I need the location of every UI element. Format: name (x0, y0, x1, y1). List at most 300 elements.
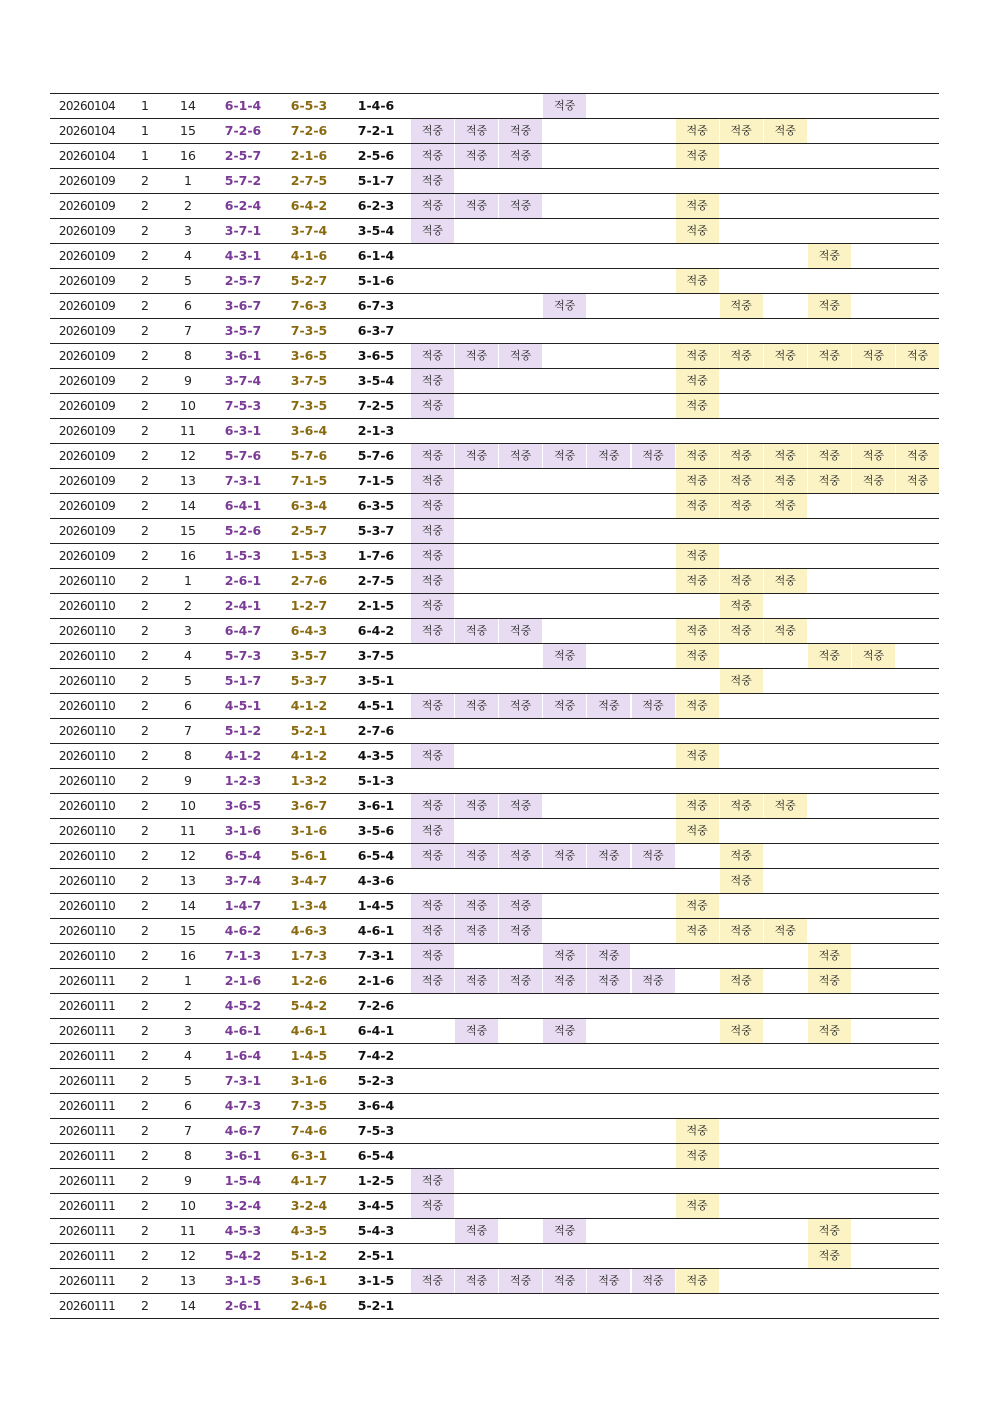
game-cell: 8 (184, 1148, 192, 1163)
hit-badge: 적중 (543, 694, 586, 718)
hit-badge: 적중 (499, 894, 542, 918)
date-cell: 20260111 (58, 1099, 116, 1113)
date-cell: 20260110 (58, 899, 116, 913)
game-cell: 9 (184, 1173, 192, 1188)
hit-badge: 적중 (720, 119, 763, 143)
hit-badge: 적중 (808, 644, 851, 668)
hit-badge: 적중 (411, 794, 454, 818)
hit-badge: 적중 (411, 1194, 454, 1218)
round-cell: 2 (141, 573, 149, 588)
date-cell: 20260109 (58, 274, 116, 288)
pick1-cell: 2-6-1 (224, 573, 262, 588)
result-cell: 6-1-4 (357, 248, 395, 263)
hit-badge: 적중 (455, 144, 498, 168)
result-cell: 3-6-4 (357, 1098, 395, 1113)
hit-badge: 적중 (896, 444, 939, 468)
hit-badge: 적중 (764, 444, 807, 468)
hit-badge: 적중 (499, 444, 542, 468)
round-cell: 2 (141, 448, 149, 463)
pick1-cell: 3-7-4 (224, 373, 262, 388)
round-cell: 2 (141, 998, 149, 1013)
hit-badge: 적중 (411, 619, 454, 643)
pick2-cell: 7-3-5 (290, 1098, 328, 1113)
pick2-cell: 7-1-5 (290, 473, 328, 488)
hit-badge: 적중 (455, 1269, 498, 1293)
pick1-cell: 4-3-1 (224, 248, 262, 263)
result-cell: 6-5-4 (357, 1148, 395, 1163)
result-cell: 1-2-5 (357, 1173, 395, 1188)
pick2-cell: 4-1-7 (290, 1173, 328, 1188)
game-cell: 6 (184, 698, 192, 713)
game-cell: 8 (184, 748, 192, 763)
round-cell: 2 (141, 1173, 149, 1188)
hit-badge: 적중 (455, 119, 498, 143)
pick1-cell: 3-1-6 (224, 823, 262, 838)
table-row (50, 219, 939, 244)
pick2-cell: 1-3-2 (290, 773, 328, 788)
hit-badge: 적중 (455, 969, 498, 993)
pick2-cell: 3-5-7 (290, 648, 328, 663)
pick1-cell: 5-2-6 (224, 523, 262, 538)
hit-badge: 적중 (411, 444, 454, 468)
game-cell: 8 (184, 348, 192, 363)
round-cell: 2 (141, 1223, 149, 1238)
result-cell: 1-7-6 (357, 548, 395, 563)
hit-badge: 적중 (587, 694, 630, 718)
hit-badge: 적중 (808, 294, 851, 318)
round-cell: 2 (141, 198, 149, 213)
results-table (50, 93, 939, 1319)
pick1-cell: 7-5-3 (224, 398, 262, 413)
round-cell: 2 (141, 298, 149, 313)
date-cell: 20260111 (58, 1299, 116, 1313)
game-cell: 11 (180, 423, 196, 438)
table-row (50, 369, 939, 394)
table-row (50, 619, 939, 644)
round-cell: 2 (141, 348, 149, 363)
round-cell: 2 (141, 798, 149, 813)
result-cell: 5-7-6 (357, 448, 395, 463)
hit-badge: 적중 (632, 844, 675, 868)
result-cell: 3-4-5 (357, 1198, 395, 1213)
round-cell: 2 (141, 1298, 149, 1313)
date-cell: 20260110 (58, 574, 116, 588)
date-cell: 20260109 (58, 424, 116, 438)
pick2-cell: 4-6-3 (290, 923, 328, 938)
table-row (50, 319, 939, 344)
hit-badge: 적중 (411, 369, 454, 393)
hit-badge: 적중 (632, 444, 675, 468)
game-cell: 9 (184, 773, 192, 788)
pick1-cell: 1-2-3 (224, 773, 262, 788)
date-cell: 20260111 (58, 974, 116, 988)
hit-badge: 적중 (720, 294, 763, 318)
result-cell: 7-5-3 (357, 1123, 395, 1138)
result-cell: 5-2-1 (357, 1298, 395, 1313)
table-row (50, 894, 939, 919)
date-cell: 20260104 (58, 149, 116, 163)
pick2-cell: 2-7-6 (290, 573, 328, 588)
hit-badge: 적중 (720, 619, 763, 643)
pick1-cell: 7-3-1 (224, 473, 262, 488)
game-cell: 6 (184, 298, 192, 313)
date-cell: 20260104 (58, 124, 116, 138)
hit-badge: 적중 (411, 744, 454, 768)
result-cell: 4-6-1 (357, 923, 395, 938)
pick2-cell: 5-6-1 (290, 848, 328, 863)
round-cell: 2 (141, 548, 149, 563)
result-cell: 6-5-4 (357, 848, 395, 863)
round-cell: 2 (141, 1123, 149, 1138)
date-cell: 20260109 (58, 499, 116, 513)
pick2-cell: 3-6-1 (290, 1273, 328, 1288)
game-cell: 9 (184, 373, 192, 388)
game-cell: 14 (180, 498, 196, 513)
date-cell: 20260109 (58, 224, 116, 238)
hit-badge: 적중 (543, 94, 586, 118)
game-cell: 11 (180, 1223, 196, 1238)
hit-badge: 적중 (411, 119, 454, 143)
pick1-cell: 6-5-4 (224, 848, 262, 863)
hit-badge: 적중 (411, 544, 454, 568)
hit-badge: 적중 (676, 694, 719, 718)
game-cell: 7 (184, 323, 192, 338)
result-cell: 3-1-5 (357, 1273, 395, 1288)
pick1-cell: 5-7-3 (224, 648, 262, 663)
hit-badge: 적중 (676, 619, 719, 643)
result-cell: 3-7-5 (357, 648, 395, 663)
hit-badge: 적중 (720, 669, 763, 693)
date-cell: 20260110 (58, 699, 116, 713)
hit-badge: 적중 (455, 1019, 498, 1043)
hit-badge: 적중 (852, 444, 895, 468)
hit-badge: 적중 (411, 594, 454, 618)
table-row (50, 394, 939, 419)
table-row (50, 469, 939, 494)
table-row (50, 1144, 939, 1169)
table-row (50, 244, 939, 269)
game-cell: 13 (180, 1273, 196, 1288)
hit-badge: 적중 (455, 894, 498, 918)
result-cell: 2-5-6 (357, 148, 395, 163)
hit-badge: 적중 (808, 1219, 851, 1243)
game-cell: 3 (184, 623, 192, 638)
result-cell: 1-4-5 (357, 898, 395, 913)
hit-badge: 적중 (632, 694, 675, 718)
game-cell: 3 (184, 1023, 192, 1038)
hit-badge: 적중 (632, 1269, 675, 1293)
pick2-cell: 7-2-6 (290, 123, 328, 138)
table-row (50, 994, 939, 1019)
hit-badge: 적중 (543, 444, 586, 468)
pick1-cell: 6-4-7 (224, 623, 262, 638)
game-cell: 7 (184, 723, 192, 738)
table-row (50, 1044, 939, 1069)
round-cell: 2 (141, 473, 149, 488)
hit-badge: 적중 (587, 944, 630, 968)
pick2-cell: 6-4-3 (290, 623, 328, 638)
table-row (50, 1019, 939, 1044)
round-cell: 2 (141, 373, 149, 388)
pick2-cell: 1-2-7 (290, 598, 328, 613)
round-cell: 2 (141, 923, 149, 938)
date-cell: 20260111 (58, 999, 116, 1013)
result-cell: 2-1-3 (357, 423, 395, 438)
table-row (50, 144, 939, 169)
hit-badge: 적중 (499, 694, 542, 718)
table-row (50, 1194, 939, 1219)
date-cell: 20260110 (58, 949, 116, 963)
pick1-cell: 1-5-3 (224, 548, 262, 563)
hit-badge: 적중 (676, 194, 719, 218)
round-cell: 2 (141, 698, 149, 713)
hit-badge: 적중 (411, 694, 454, 718)
pick1-cell: 4-7-3 (224, 1098, 262, 1113)
pick1-cell: 6-2-4 (224, 198, 262, 213)
pick1-cell: 3-7-1 (224, 223, 262, 238)
hit-badge: 적중 (587, 844, 630, 868)
date-cell: 20260111 (58, 1074, 116, 1088)
hit-badge: 적중 (808, 1019, 851, 1043)
pick1-cell: 3-1-5 (224, 1273, 262, 1288)
pick1-cell: 5-7-6 (224, 448, 262, 463)
pick2-cell: 3-6-7 (290, 798, 328, 813)
pick2-cell: 6-5-3 (290, 98, 328, 113)
result-cell: 6-7-3 (357, 298, 395, 313)
table-row (50, 344, 939, 369)
hit-badge: 적중 (676, 394, 719, 418)
hit-badge: 적중 (499, 194, 542, 218)
round-cell: 2 (141, 1073, 149, 1088)
round-cell: 2 (141, 773, 149, 788)
table-row (50, 93, 939, 119)
table-row (50, 744, 939, 769)
hit-badge: 적중 (411, 919, 454, 943)
hit-badge: 적중 (411, 1269, 454, 1293)
result-cell: 6-4-2 (357, 623, 395, 638)
round-cell: 2 (141, 973, 149, 988)
hit-badge: 적중 (455, 344, 498, 368)
pick2-cell: 3-1-6 (290, 1073, 328, 1088)
hit-badge: 적중 (499, 344, 542, 368)
hit-badge: 적중 (543, 844, 586, 868)
result-cell: 5-2-3 (357, 1073, 395, 1088)
pick2-cell: 7-3-5 (290, 323, 328, 338)
pick1-cell: 1-4-7 (224, 898, 262, 913)
hit-badge: 적중 (411, 519, 454, 543)
hit-badge: 적중 (808, 244, 851, 268)
date-cell: 20260110 (58, 599, 116, 613)
round-cell: 2 (141, 673, 149, 688)
hit-badge: 적중 (411, 894, 454, 918)
table-row (50, 119, 939, 144)
date-cell: 20260109 (58, 399, 116, 413)
hit-badge: 적중 (411, 494, 454, 518)
hit-badge: 적중 (411, 469, 454, 493)
result-cell: 3-6-1 (357, 798, 395, 813)
result-cell: 5-4-3 (357, 1223, 395, 1238)
date-cell: 20260110 (58, 674, 116, 688)
pick2-cell: 6-3-1 (290, 1148, 328, 1163)
result-cell: 3-5-6 (357, 823, 395, 838)
game-cell: 2 (184, 198, 192, 213)
pick2-cell: 6-3-4 (290, 498, 328, 513)
game-cell: 1 (184, 973, 192, 988)
table-row (50, 169, 939, 194)
hit-badge: 적중 (499, 844, 542, 868)
game-cell: 16 (180, 948, 196, 963)
date-cell: 20260111 (58, 1224, 116, 1238)
hit-badge: 적중 (455, 694, 498, 718)
result-cell: 3-5-1 (357, 673, 395, 688)
pick2-cell: 4-1-2 (290, 748, 328, 763)
round-cell: 2 (141, 273, 149, 288)
pick2-cell: 1-3-4 (290, 898, 328, 913)
round-cell: 2 (141, 623, 149, 638)
round-cell: 2 (141, 898, 149, 913)
round-cell: 2 (141, 223, 149, 238)
game-cell: 4 (184, 648, 192, 663)
pick1-cell: 3-6-5 (224, 798, 262, 813)
hit-badge: 적중 (676, 344, 719, 368)
result-cell: 7-2-6 (357, 998, 395, 1013)
pick1-cell: 4-5-2 (224, 998, 262, 1013)
hit-badge: 적중 (455, 1219, 498, 1243)
result-cell: 2-5-1 (357, 1248, 395, 1263)
pick2-cell: 3-1-6 (290, 823, 328, 838)
game-cell: 13 (180, 873, 196, 888)
hit-badge: 적중 (676, 544, 719, 568)
hit-badge: 적중 (455, 619, 498, 643)
pick1-cell: 7-1-3 (224, 948, 262, 963)
pick1-cell: 5-1-2 (224, 723, 262, 738)
date-cell: 20260110 (58, 724, 116, 738)
pick1-cell: 3-6-1 (224, 1148, 262, 1163)
pick1-cell: 2-6-1 (224, 1298, 262, 1313)
hit-badge: 적중 (543, 1269, 586, 1293)
hit-badge: 적중 (676, 369, 719, 393)
hit-badge: 적중 (543, 294, 586, 318)
hit-badge: 적중 (543, 1219, 586, 1243)
round-cell: 1 (141, 148, 149, 163)
hit-badge: 적중 (676, 269, 719, 293)
date-cell: 20260111 (58, 1124, 116, 1138)
hit-badge: 적중 (720, 794, 763, 818)
hit-badge: 적중 (764, 919, 807, 943)
table-row (50, 794, 939, 819)
hit-badge: 적중 (720, 594, 763, 618)
hit-badge: 적중 (764, 119, 807, 143)
pick2-cell: 2-5-7 (290, 523, 328, 538)
hit-badge: 적중 (455, 794, 498, 818)
result-cell: 5-1-6 (357, 273, 395, 288)
hit-badge: 적중 (764, 569, 807, 593)
result-cell: 3-6-5 (357, 348, 395, 363)
hit-badge: 적중 (411, 969, 454, 993)
hit-badge: 적중 (411, 344, 454, 368)
table-row (50, 544, 939, 569)
result-cell: 7-2-5 (357, 398, 395, 413)
table-row (50, 569, 939, 594)
pick2-cell: 1-4-5 (290, 1048, 328, 1063)
hit-badge: 적중 (720, 569, 763, 593)
pick1-cell: 2-1-6 (224, 973, 262, 988)
hit-badge: 적중 (720, 1019, 763, 1043)
result-cell: 6-2-3 (357, 198, 395, 213)
pick1-cell: 7-3-1 (224, 1073, 262, 1088)
game-cell: 4 (184, 1048, 192, 1063)
hit-badge: 적중 (808, 444, 851, 468)
date-cell: 20260109 (58, 324, 116, 338)
date-cell: 20260110 (58, 774, 116, 788)
hit-badge: 적중 (543, 944, 586, 968)
result-cell: 2-7-5 (357, 573, 395, 588)
hit-badge: 적중 (455, 194, 498, 218)
hit-badge: 적중 (543, 644, 586, 668)
round-cell: 2 (141, 1023, 149, 1038)
game-cell: 12 (180, 448, 196, 463)
round-cell: 2 (141, 398, 149, 413)
hit-badge: 적중 (411, 219, 454, 243)
pick1-cell: 2-5-7 (224, 273, 262, 288)
hit-badge: 적중 (587, 444, 630, 468)
hit-badge: 적중 (676, 919, 719, 943)
hit-badge: 적중 (808, 344, 851, 368)
pick1-cell: 6-1-4 (224, 98, 262, 113)
hit-badge: 적중 (764, 344, 807, 368)
date-cell: 20260109 (58, 174, 116, 188)
round-cell: 2 (141, 173, 149, 188)
date-cell: 20260110 (58, 824, 116, 838)
pick2-cell: 4-3-5 (290, 1223, 328, 1238)
hit-badge: 적중 (411, 1169, 454, 1193)
date-cell: 20260109 (58, 474, 116, 488)
result-cell: 4-3-5 (357, 748, 395, 763)
round-cell: 2 (141, 423, 149, 438)
round-cell: 2 (141, 248, 149, 263)
round-cell: 2 (141, 748, 149, 763)
date-cell: 20260109 (58, 299, 116, 313)
hit-badge: 적중 (455, 919, 498, 943)
round-cell: 2 (141, 1098, 149, 1113)
table-row (50, 594, 939, 619)
result-cell: 5-1-3 (357, 773, 395, 788)
date-cell: 20260109 (58, 349, 116, 363)
hit-badge: 적중 (411, 194, 454, 218)
result-cell: 1-4-6 (357, 98, 395, 113)
pick2-cell: 2-7-5 (290, 173, 328, 188)
hit-badge: 적중 (764, 469, 807, 493)
pick2-cell: 1-5-3 (290, 548, 328, 563)
pick2-cell: 1-2-6 (290, 973, 328, 988)
result-cell: 7-3-1 (357, 948, 395, 963)
hit-badge: 적중 (676, 469, 719, 493)
hit-badge: 적중 (720, 444, 763, 468)
pick1-cell: 4-1-2 (224, 748, 262, 763)
table-row (50, 294, 939, 319)
game-cell: 10 (180, 798, 196, 813)
round-cell: 2 (141, 498, 149, 513)
table-row (50, 644, 939, 669)
hit-badge: 적중 (896, 344, 939, 368)
hit-badge: 적중 (499, 144, 542, 168)
game-cell: 14 (180, 898, 196, 913)
pick2-cell: 4-1-2 (290, 698, 328, 713)
pick2-cell: 7-6-3 (290, 298, 328, 313)
hit-badge: 적중 (720, 844, 763, 868)
date-cell: 20260111 (58, 1149, 116, 1163)
date-cell: 20260110 (58, 749, 116, 763)
